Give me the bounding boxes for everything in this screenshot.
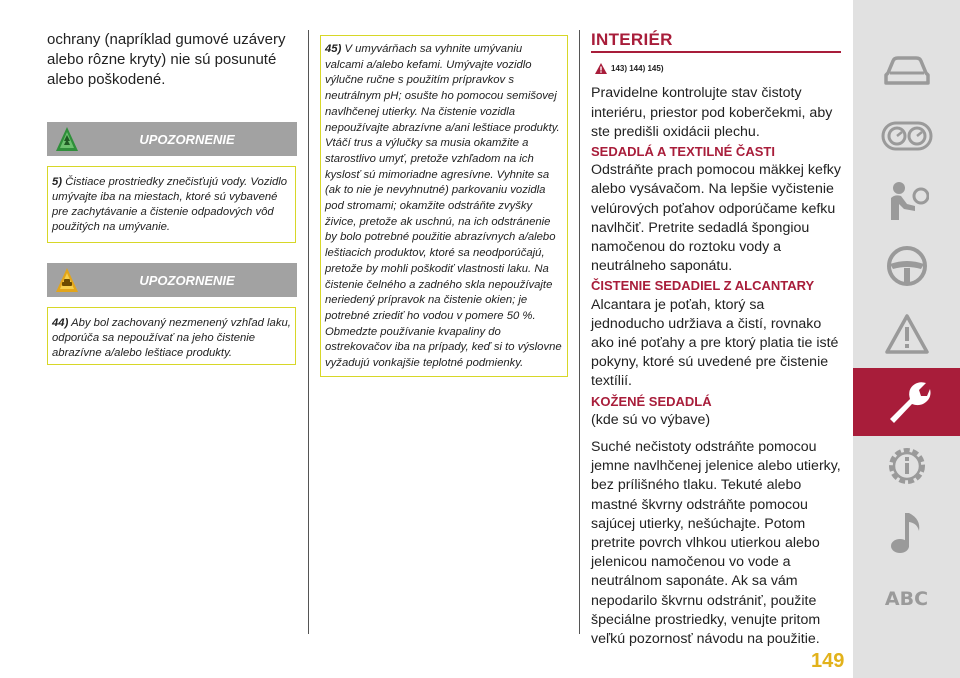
sidebar-item-driving[interactable]: [853, 232, 960, 300]
warning-number-1: 5): [52, 176, 63, 188]
info-gear-icon: [884, 443, 930, 489]
warning-triangle-icon: [595, 63, 607, 74]
sidebar-item-car[interactable]: [853, 36, 960, 104]
seatbelt-airbag-icon: [885, 180, 929, 224]
warning-header-1: [47, 122, 297, 156]
warning-box-2: [47, 307, 296, 365]
note-number-45: 45): [325, 43, 342, 55]
warning-title-1: UPOZORNENIE: [139, 132, 235, 147]
note-box-45: [320, 35, 568, 377]
steering-wheel-icon: [885, 244, 929, 288]
music-note-icon: [889, 509, 925, 555]
sidebar-item-safety[interactable]: [853, 168, 960, 236]
section-title-underline: [591, 51, 841, 53]
leather-seats-note: (kde sú vo výbave): [591, 411, 711, 428]
alcantara-text: Alcantara je poťah, ktorý sa jednoducho udržiava a čistí, rovnako ako iné poťahy a pre ktorý platia tie isté pokyny, ktoré sú uvedené pre čistenie textílií.: [591, 296, 839, 390]
column-divider-2: [579, 30, 580, 634]
subheading-alcantara: ČISTENIE SEDADIEL Z ALCANTARY: [591, 278, 815, 294]
section-title: INTERIÉR: [591, 30, 673, 49]
column-divider-1: [308, 30, 309, 634]
sidebar-item-emergency[interactable]: [853, 300, 960, 368]
intro-text: ochrany (napríklad gumové uzávery alebo rôzne kryty) nie sú posunuté alebo poškodené.: [47, 31, 286, 88]
warning-title-2: UPOZORNENIE: [139, 273, 235, 288]
wrench-icon: [882, 377, 932, 427]
subheading-leather-seats: KOŽENÉ SEDADLÁ: [591, 393, 712, 409]
note-text-45: V umyvárňach sa vyhnite umývaniu valcami a/alebo kefami. Umývajte vozidlo výlučne ručne s použitím prípravkov s neutrálnym pH; osušte ho pomocou semišovej navlhčenej utierky. Na čistenie vozidla nepoužívajte abrazívne a/ani leštiace produkty. Vtáčí trus a výlučky sa musia okamžite a starostlivo umyť, pretože vzhľadom na ich kyslosť sú mimoriadne agresívne. Vyhnite sa (ak to nie je nevyhnutné) parkovaniu vozidla pod stromami; okamžite odstráňte zvyšky živice, pretože ak uschnú, na ich odstránenie by bolo potrebné použitie abrazívnych a/alebo leštiacich produktov, ktoré sa neodporúčajú, pretože by mohli poškodiť vlastnosti laku. Na čistenie čelného a zadného skla nepoužívajte neriedený prípravok na čistenie okien; je potrebné zriediť ho vodou v pomere 50 %. Obmedzte používanie kvapaliny do ostrekovačov iba na prípady, keď si to výslovne vyžadujú vonkajšie teplotné podmienky.: [325, 43, 562, 370]
sidebar-item-dashboard[interactable]: [853, 102, 960, 170]
warning-references: [595, 59, 841, 78]
warning-triangle-icon: [884, 313, 930, 355]
interior-intro: Pravidelne kontrolujte stav čistoty interiéru, priestor pod koberčekmi, aby ste predišli oxidácii plechu.: [591, 85, 833, 140]
subheading-seats-textile: SEDADLÁ A TEXTILNÉ ČASTI: [591, 144, 775, 160]
instrument-panel-icon: [881, 121, 933, 151]
warning-text-1: Čistiace prostriedky znečisťujú vody. Vozidlo umývajte iba na miestach, ktoré sú vybavené pre zachytávanie a čistenie odpadových vôd použitých na umývanie.: [52, 176, 288, 233]
car-icon: [882, 53, 932, 87]
warning-number-2: 44): [52, 317, 69, 329]
abc-label: ABC: [884, 588, 929, 610]
sidebar-item-index[interactable]: [853, 565, 960, 633]
sidebar-item-technical-data[interactable]: [853, 432, 960, 500]
reference-numbers: 143) 144) 145): [611, 64, 664, 74]
warning-box-1: [47, 166, 296, 243]
column-left: [47, 30, 297, 90]
warning-header-2: [47, 263, 297, 297]
column-right: [591, 30, 841, 649]
seats-textile-text: Odstráňte prach pomocou mäkkej kefky alebo vysávačom. Na lepšie vyčistenie velúrových poťahov odporúčame kefku navlhčiť. Pretrite sedadlá špongiou namočenou do roztoku vody a neutrálneho saponátu.: [591, 162, 841, 275]
leather-seats-text: Suché nečistoty odstráňte pomocou jemne navlhčenej jelenice alebo utierky, bez prílišného tlaku. Tekuté alebo mastné škvrny odstráňte pomocou sajúcej utierky, nešúchajte. Potom pretrite povrch vlhkou utierkou alebo jelenicou namočenou vo vode a neutrálnom saponáte. Ak sa vám nepodarilo škvrnu odstrániť, použite špeciálne prostriedky, venujte pritom veľkú pozornosť návodu na použitie.: [591, 439, 841, 648]
warning-text-2: Aby bol zachovaný nezmenený vzhľad laku, odporúča sa nepoužívať na jeho čistenie abrazívne a/alebo leštiace produkty.: [52, 317, 291, 359]
sidebar-item-maintenance[interactable]: [853, 368, 960, 436]
sidebar-item-multimedia[interactable]: [853, 498, 960, 566]
chapter-sidebar: [853, 0, 960, 678]
page-number: 149: [811, 650, 845, 672]
